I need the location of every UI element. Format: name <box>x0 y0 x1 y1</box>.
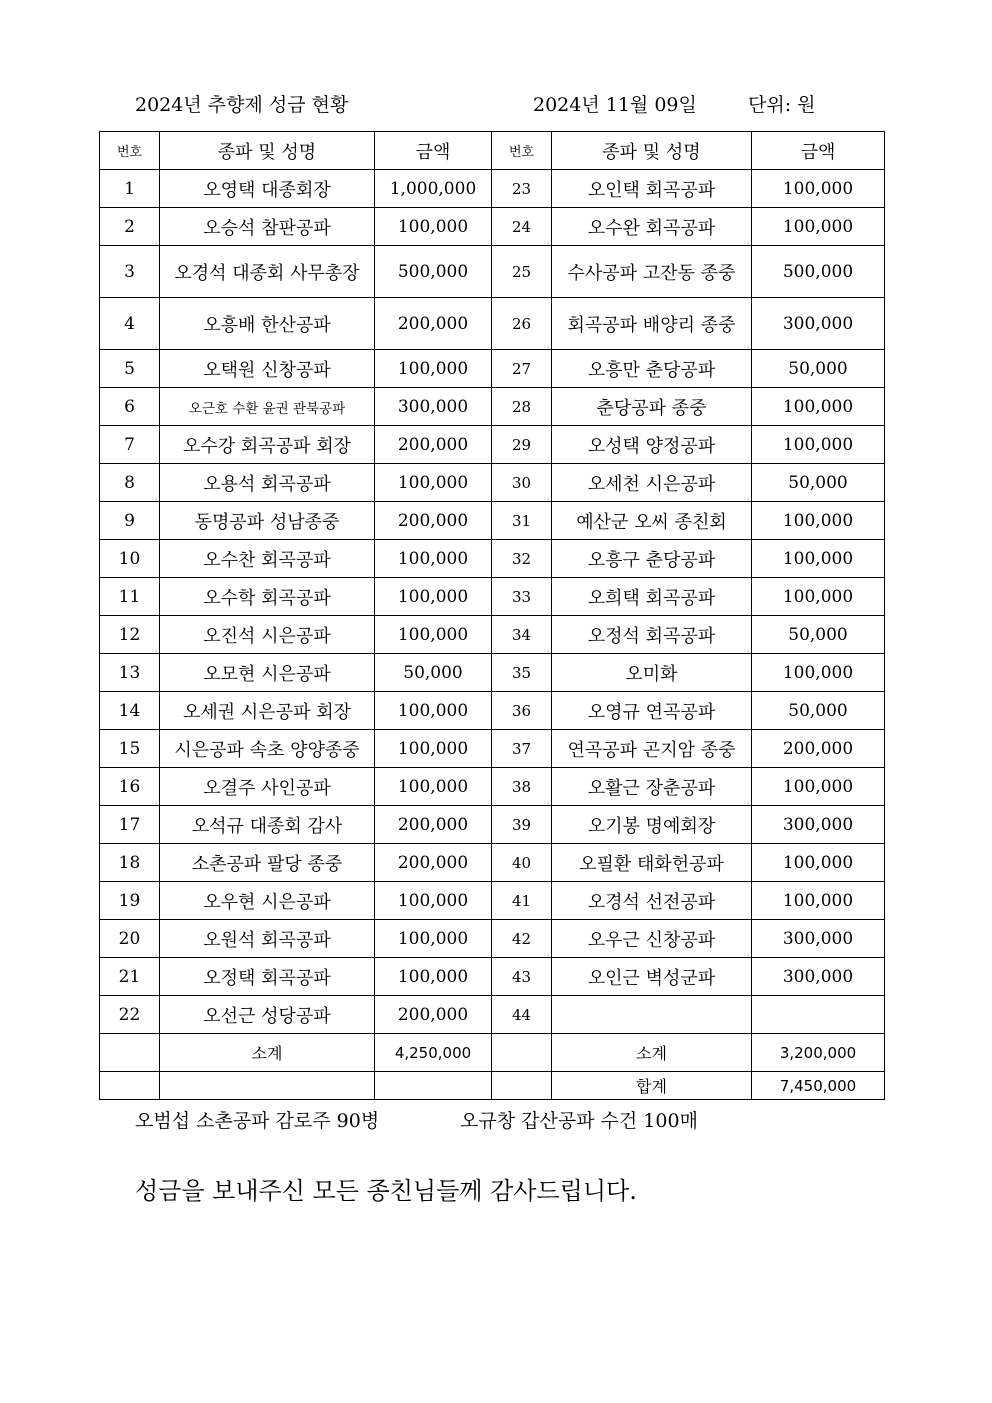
donation-amount-right: 100,000 <box>752 502 885 540</box>
table-row <box>100 540 885 578</box>
row-number-right: 40 <box>492 844 552 882</box>
donor-name-left: 오모현 시은공파 <box>160 654 375 692</box>
donor-name-left: 오진석 시은공파 <box>160 616 375 654</box>
row-number-right: 36 <box>492 692 552 730</box>
donation-amount-left: 100,000 <box>375 350 492 388</box>
row-number-left: 17 <box>100 806 160 844</box>
donor-name-left: 오근호 수환 윤권 관북공파 <box>160 388 375 426</box>
row-number-right: 31 <box>492 502 552 540</box>
donation-amount-right: 100,000 <box>752 654 885 692</box>
currency-unit: 단위: 원 <box>748 94 816 116</box>
table-row <box>100 350 885 388</box>
row-number-right: 34 <box>492 616 552 654</box>
donor-name-left: 오영택 대종회장 <box>160 170 375 208</box>
subtotal-amount-right: 3,200,000 <box>752 1034 885 1072</box>
donation-amount-left: 100,000 <box>375 730 492 768</box>
row-number-right: 32 <box>492 540 552 578</box>
donation-amount-left: 100,000 <box>375 616 492 654</box>
donation-amount-left: 100,000 <box>375 920 492 958</box>
donor-name-right: 오성택 양정공파 <box>552 426 752 464</box>
table-row <box>100 388 885 426</box>
donor-name-right <box>552 996 752 1034</box>
donation-amount-left: 100,000 <box>375 578 492 616</box>
donor-name-right: 오흥구 춘당공파 <box>552 540 752 578</box>
donor-name-right: 춘당공파 종중 <box>552 388 752 426</box>
column-header-name: 종파 및 성명 <box>160 132 375 170</box>
row-number-right: 42 <box>492 920 552 958</box>
donation-amount-left: 50,000 <box>375 654 492 692</box>
total-amount: 7,450,000 <box>752 1072 885 1100</box>
donation-amount-right: 50,000 <box>752 616 885 654</box>
subtotal-row <box>100 1034 885 1072</box>
row-number-right: 38 <box>492 768 552 806</box>
row-number-left: 18 <box>100 844 160 882</box>
donation-amount-right: 500,000 <box>752 246 885 298</box>
donation-amount-right: 300,000 <box>752 806 885 844</box>
row-number-left: 21 <box>100 958 160 996</box>
donation-amount-left: 200,000 <box>375 844 492 882</box>
table-row <box>100 616 885 654</box>
donor-name-left: 오용석 회곡공파 <box>160 464 375 502</box>
in-kind-donation-2: 오규창 갑산공파 수건 100매 <box>460 1110 698 1132</box>
table-row <box>100 654 885 692</box>
donor-name-right: 오희택 회곡공파 <box>552 578 752 616</box>
donation-amount-left: 200,000 <box>375 806 492 844</box>
donor-name-right: 오인근 벽성군파 <box>552 958 752 996</box>
table-row <box>100 298 885 350</box>
document-date: 2024년 11월 09일 <box>533 94 697 116</box>
row-number-left: 12 <box>100 616 160 654</box>
donor-name-left: 오흥배 한산공파 <box>160 298 375 350</box>
donor-name-left: 시은공파 속초 양양종중 <box>160 730 375 768</box>
empty-cell <box>100 1034 160 1072</box>
donor-name-left: 오택원 신창공파 <box>160 350 375 388</box>
table-row <box>100 844 885 882</box>
row-number-left: 3 <box>100 246 160 298</box>
donor-name-right: 수사공파 고잔동 종중 <box>552 246 752 298</box>
table-header-row <box>100 132 885 170</box>
donation-amount-right: 300,000 <box>752 298 885 350</box>
table-row <box>100 958 885 996</box>
donation-amount-right: 50,000 <box>752 692 885 730</box>
donation-amount-left: 200,000 <box>375 298 492 350</box>
donation-amount-left: 100,000 <box>375 540 492 578</box>
donor-name-left: 오정택 회곡공파 <box>160 958 375 996</box>
donation-amount-right: 100,000 <box>752 844 885 882</box>
donation-amount-left: 100,000 <box>375 464 492 502</box>
donation-amount-right: 100,000 <box>752 578 885 616</box>
total-label: 합계 <box>552 1072 752 1100</box>
row-number-right: 27 <box>492 350 552 388</box>
donor-name-right: 회곡공파 배양리 종중 <box>552 298 752 350</box>
donor-name-right: 오우근 신창공파 <box>552 920 752 958</box>
donor-name-right: 오흥만 춘당공파 <box>552 350 752 388</box>
row-number-left: 15 <box>100 730 160 768</box>
donation-amount-right: 200,000 <box>752 730 885 768</box>
donor-name-right: 오경석 선전공파 <box>552 882 752 920</box>
table-row <box>100 692 885 730</box>
row-number-left: 8 <box>100 464 160 502</box>
row-number-left: 13 <box>100 654 160 692</box>
thanks-message: 성금을 보내주신 모든 종친님들께 감사드립니다. <box>135 1177 637 1205</box>
donor-name-left: 오승석 참판공파 <box>160 208 375 246</box>
row-number-right: 33 <box>492 578 552 616</box>
donation-amount-left: 100,000 <box>375 768 492 806</box>
donation-amount-right: 100,000 <box>752 768 885 806</box>
subtotal-amount-left: 4,250,000 <box>375 1034 492 1072</box>
subtotal-label-right: 소계 <box>552 1034 752 1072</box>
row-number-right: 24 <box>492 208 552 246</box>
row-number-left: 6 <box>100 388 160 426</box>
donation-amount-left: 200,000 <box>375 996 492 1034</box>
donor-name-left: 오수강 회곡공파 회장 <box>160 426 375 464</box>
column-header-amount: 금액 <box>752 132 885 170</box>
table-row <box>100 208 885 246</box>
donor-name-left: 소촌공파 팔당 종중 <box>160 844 375 882</box>
row-number-right: 26 <box>492 298 552 350</box>
donation-amount-right: 50,000 <box>752 350 885 388</box>
donation-amount-left: 300,000 <box>375 388 492 426</box>
row-number-left: 11 <box>100 578 160 616</box>
donation-amount-left: 200,000 <box>375 502 492 540</box>
donation-amount-left: 1,000,000 <box>375 170 492 208</box>
donor-name-right: 예산군 오씨 종친회 <box>552 502 752 540</box>
donation-amount-right: 100,000 <box>752 208 885 246</box>
empty-cell <box>375 1072 492 1100</box>
row-number-left: 2 <box>100 208 160 246</box>
row-number-right: 30 <box>492 464 552 502</box>
donor-name-right: 오수완 회곡공파 <box>552 208 752 246</box>
donation-amount-left: 500,000 <box>375 246 492 298</box>
row-number-right: 41 <box>492 882 552 920</box>
donation-amount-left: 100,000 <box>375 692 492 730</box>
row-number-right: 29 <box>492 426 552 464</box>
row-number-right: 37 <box>492 730 552 768</box>
donor-name-left: 오결주 사인공파 <box>160 768 375 806</box>
donor-name-left: 오경석 대종회 사무총장 <box>160 246 375 298</box>
row-number-left: 9 <box>100 502 160 540</box>
donation-amount-left: 100,000 <box>375 208 492 246</box>
donor-name-right: 오활근 장춘공파 <box>552 768 752 806</box>
donor-name-right: 오기봉 명예회장 <box>552 806 752 844</box>
row-number-right: 43 <box>492 958 552 996</box>
row-number-left: 5 <box>100 350 160 388</box>
row-number-left: 19 <box>100 882 160 920</box>
empty-cell <box>492 1072 552 1100</box>
document-title: 2024년 추향제 성금 현황 <box>135 94 349 116</box>
empty-cell <box>492 1034 552 1072</box>
table-row <box>100 768 885 806</box>
column-header-number: 번호 <box>100 132 160 170</box>
donor-name-right: 오세천 시은공파 <box>552 464 752 502</box>
donor-name-left: 오세권 시은공파 회장 <box>160 692 375 730</box>
table-row <box>100 996 885 1034</box>
donor-name-right: 오정석 회곡공파 <box>552 616 752 654</box>
table-row <box>100 920 885 958</box>
donor-name-left: 오원석 회곡공파 <box>160 920 375 958</box>
donation-amount-right: 100,000 <box>752 388 885 426</box>
row-number-right: 25 <box>492 246 552 298</box>
donation-table <box>99 131 885 1100</box>
donation-amount-right: 100,000 <box>752 426 885 464</box>
row-number-left: 1 <box>100 170 160 208</box>
empty-cell <box>160 1072 375 1100</box>
donation-amount-right <box>752 996 885 1034</box>
column-header-amount: 금액 <box>375 132 492 170</box>
donor-name-right: 오인택 회곡공파 <box>552 170 752 208</box>
row-number-right: 35 <box>492 654 552 692</box>
donation-amount-right: 100,000 <box>752 540 885 578</box>
donation-amount-right: 300,000 <box>752 920 885 958</box>
donation-amount-right: 100,000 <box>752 882 885 920</box>
column-header-number: 번호 <box>492 132 552 170</box>
donor-name-left: 오우현 시은공파 <box>160 882 375 920</box>
row-number-left: 14 <box>100 692 160 730</box>
row-number-right: 23 <box>492 170 552 208</box>
row-number-right: 44 <box>492 996 552 1034</box>
donor-name-right: 연곡공파 곤지암 종중 <box>552 730 752 768</box>
in-kind-donation-1: 오범섭 소촌공파 감로주 90병 <box>135 1110 380 1132</box>
row-number-left: 10 <box>100 540 160 578</box>
column-header-name: 종파 및 성명 <box>552 132 752 170</box>
table-row <box>100 464 885 502</box>
row-number-left: 4 <box>100 298 160 350</box>
donation-amount-right: 300,000 <box>752 958 885 996</box>
table-row <box>100 882 885 920</box>
row-number-left: 20 <box>100 920 160 958</box>
empty-cell <box>100 1072 160 1100</box>
donation-amount-left: 100,000 <box>375 882 492 920</box>
donor-name-right: 오미화 <box>552 654 752 692</box>
subtotal-label-left: 소계 <box>160 1034 375 1072</box>
donor-name-right: 오필환 태화헌공파 <box>552 844 752 882</box>
donation-amount-right: 100,000 <box>752 170 885 208</box>
row-number-right: 39 <box>492 806 552 844</box>
row-number-left: 7 <box>100 426 160 464</box>
table-row <box>100 730 885 768</box>
donation-amount-left: 100,000 <box>375 958 492 996</box>
table-row <box>100 806 885 844</box>
row-number-right: 28 <box>492 388 552 426</box>
donation-amount-left: 200,000 <box>375 426 492 464</box>
table-row <box>100 170 885 208</box>
donor-name-left: 오수학 회곡공파 <box>160 578 375 616</box>
row-number-left: 16 <box>100 768 160 806</box>
row-number-left: 22 <box>100 996 160 1034</box>
table-row <box>100 502 885 540</box>
donor-name-left: 동명공파 성남종중 <box>160 502 375 540</box>
donor-name-left: 오수찬 회곡공파 <box>160 540 375 578</box>
donor-name-left: 오선근 성당공파 <box>160 996 375 1034</box>
total-row <box>100 1072 885 1100</box>
table-row <box>100 246 885 298</box>
donor-name-left: 오석규 대종회 감사 <box>160 806 375 844</box>
donor-name-right: 오영규 연곡공파 <box>552 692 752 730</box>
table-row <box>100 426 885 464</box>
donation-amount-right: 50,000 <box>752 464 885 502</box>
table-row <box>100 578 885 616</box>
